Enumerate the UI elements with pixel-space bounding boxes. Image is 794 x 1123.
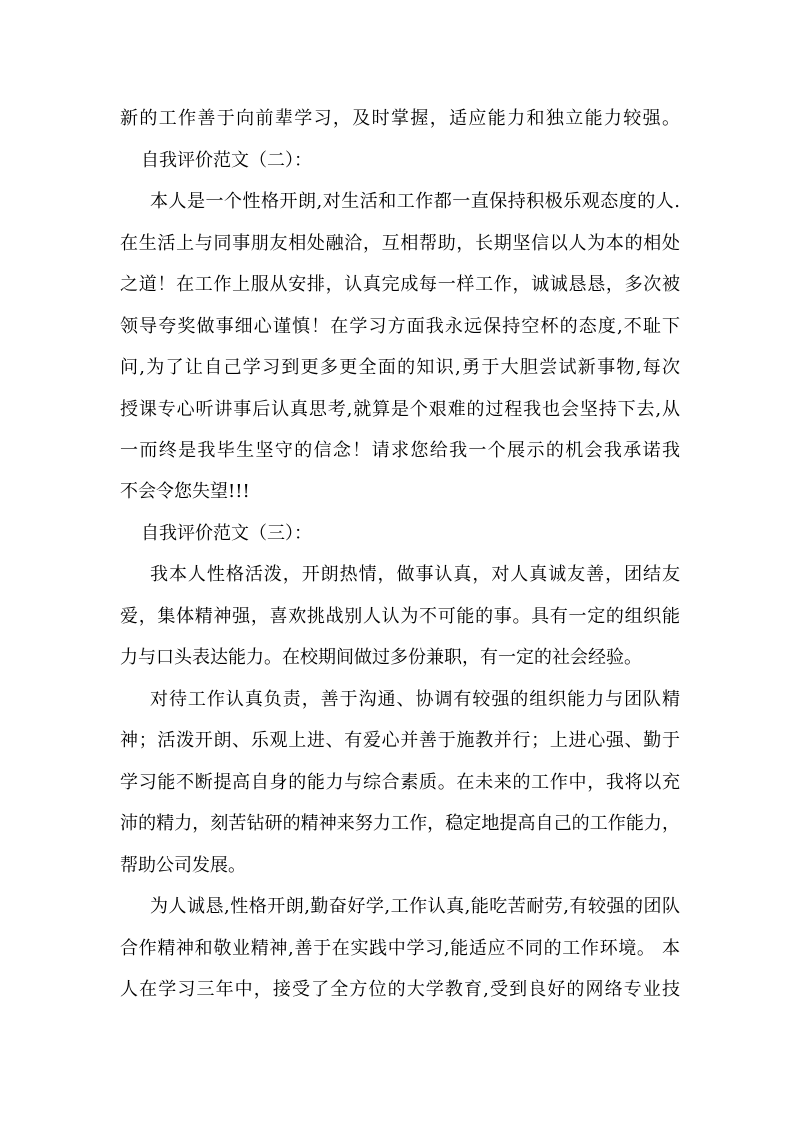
paragraph-line: 领导夸奖做事细心谨慎！在学习方面我永远保持空杯的态度,不耻下 xyxy=(120,316,680,337)
paragraph-line: 沛的精力，刻苦钻研的精神来努力工作，稳定地提高自己的工作能力， xyxy=(120,813,680,834)
paragraph-line: 爱，集体精神强，喜欢挑战别人认为不可能的事。具有一定的组织能 xyxy=(120,606,680,627)
paragraph-line: 人在学习三年中，接受了全方位的大学教育,受到良好的网络专业技 xyxy=(120,979,680,1000)
paragraph-line: 本人是一个性格开朗,对生活和工作都一直保持积极乐观态度的人. xyxy=(150,191,680,212)
section-heading: 自我评价范文（二）： xyxy=(141,150,312,171)
paragraph-line: 一而终是我毕生坚守的信念！请求您给我一个展示的机会我承诺我 xyxy=(120,440,680,461)
paragraph-line: 对待工作认真负责，善于沟通、协调有较强的组织能力与团队精 xyxy=(150,689,680,710)
paragraph-line: 在生活上与同事朋友相处融洽，互相帮助，长期坚信以人为本的相处 xyxy=(120,233,680,254)
paragraph-line: 学习能不断提高自身的能力与综合素质。在未来的工作中，我将以充 xyxy=(120,772,680,793)
paragraph-line: 之道！在工作上服从安排，认真完成每一样工作，诚诚恳恳，多次被 xyxy=(120,274,680,295)
paragraph-line: 不会令您失望!!! xyxy=(120,481,250,502)
section-heading: 自我评价范文（三）： xyxy=(141,523,312,544)
paragraph-line: 合作精神和敬业精神,善于在实践中学习,能适应不同的工作环境。 本 xyxy=(120,938,680,959)
paragraph-line: 我本人性格活泼，开朗热情，做事认真，对人真诚友善，团结友 xyxy=(150,564,680,585)
paragraph-line: 神；活泼开朗、乐观上进、有爱心并善于施教并行；上进心强、勤于 xyxy=(120,730,680,751)
paragraph-line: 授课专心听讲事后认真思考,就算是个艰难的过程我也会坚持下去,从 xyxy=(120,399,680,420)
paragraph-line: 为人诚恳,性格开朗,勤奋好学,工作认真,能吃苦耐劳,有较强的团队 xyxy=(150,896,680,917)
paragraph-line: 新的工作善于向前辈学习，及时掌握，适应能力和独立能力较强。 xyxy=(120,108,680,129)
paragraph-line: 力与口头表达能力。在校期间做过多份兼职，有一定的社会经验。 xyxy=(120,647,642,668)
paragraph-line: 帮助公司发展。 xyxy=(120,855,246,876)
paragraph-line: 问,为了让自己学习到更多更全面的知识,勇于大胆尝试新事物,每次 xyxy=(120,357,680,378)
